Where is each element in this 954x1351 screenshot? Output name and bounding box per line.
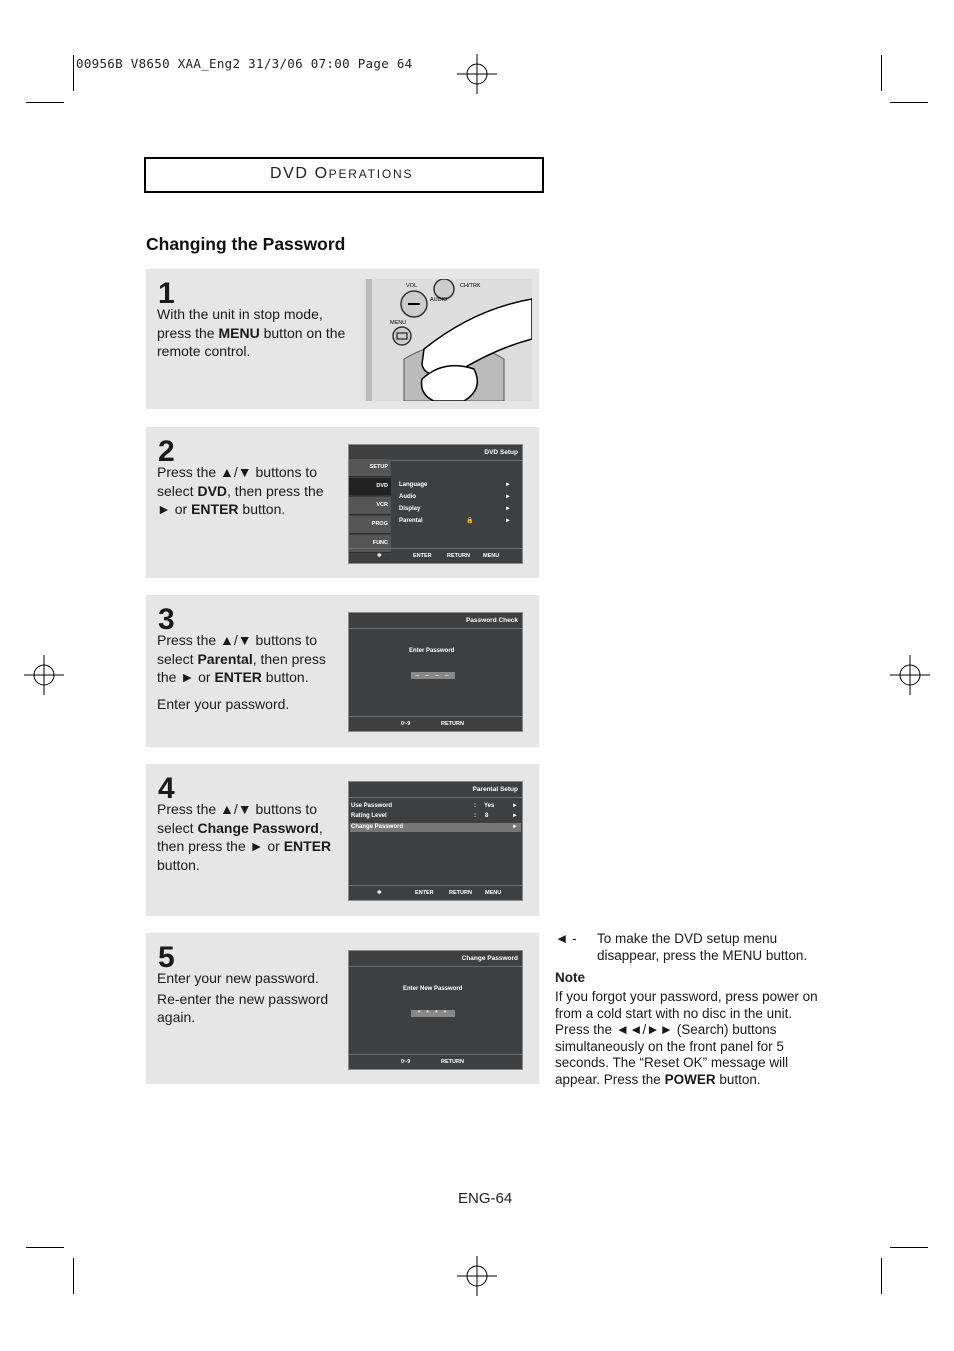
new-password-field: * * * * xyxy=(411,1010,455,1017)
step-text: Press the ▲/▼ buttons to select Parental, then press the ► or ENTER button. Enter your password. xyxy=(157,632,326,712)
arrow-right-icon: ► xyxy=(512,803,518,809)
note-title: Note xyxy=(555,970,585,985)
registration-mark-icon xyxy=(457,1256,497,1296)
osd-tab-vcr: VCR xyxy=(349,497,391,515)
section-title: DVD OPERATIONS xyxy=(270,165,414,182)
step-number: 1 xyxy=(158,277,175,310)
crop-mark xyxy=(26,1247,64,1248)
page-number: ENG-64 xyxy=(458,1190,513,1207)
move-icon: ✥ xyxy=(377,890,382,896)
step-text: Press the ▲/▼ buttons to select DVD, then press the ► or ENTER button. xyxy=(157,464,324,517)
step-number: 2 xyxy=(158,435,175,468)
note-body: If you forgot your password, press power on from a cold start with no disc in the unit. Press the ◄◄/►► (Search) buttons simultaneously on the front panel for 5 seconds. The “Reset OK” message will appear. Press the POWER button. xyxy=(555,989,818,1087)
print-slug: 00956B V8650 XAA_Eng2 31/3/06 07:00 Page 64 xyxy=(76,56,413,71)
osd-dvd-setup: DVD Setup SETUP DVD VCR PROG FUNC Language Audio Display Parental ► ► ► ► 🔒 ✥ ENTER RETURN MENU xyxy=(348,444,523,564)
lock-icon: 🔒 xyxy=(466,518,474,524)
arrow-right-icon: ► xyxy=(512,813,518,819)
osd-tab-setup: SETUP xyxy=(349,459,391,477)
step-text: Press the ▲/▼ buttons to select Change Password, then press the ► or ENTER button. xyxy=(157,801,332,873)
step-2 xyxy=(146,427,539,578)
osd-tab-prog: PROG xyxy=(349,516,391,534)
crop-mark xyxy=(881,1258,882,1294)
step-number: 5 xyxy=(158,941,175,974)
osd-tab-func: FUNC xyxy=(349,535,391,553)
osd-menu-item: Audio xyxy=(399,494,416,500)
step-1 xyxy=(146,269,539,409)
remote-illustration xyxy=(364,279,532,401)
crop-mark xyxy=(881,55,882,91)
osd-menu-item: Display xyxy=(399,506,421,512)
password-field: – – – – xyxy=(411,672,455,679)
crop-mark xyxy=(890,1247,928,1248)
svg-text:AUDIO: AUDIO xyxy=(430,297,448,303)
step-5 xyxy=(146,933,539,1084)
svg-text:MENU: MENU xyxy=(390,320,407,326)
crop-mark xyxy=(26,102,64,103)
arrow-right-icon: ► xyxy=(505,494,511,500)
arrow-right-icon: ► xyxy=(505,482,511,488)
crop-mark xyxy=(73,1258,74,1294)
step-text: With the unit in stop mode, press the MENU button on the remote control. xyxy=(157,306,346,359)
registration-mark-icon xyxy=(24,655,64,695)
arrow-right-icon: ► xyxy=(512,824,518,830)
step-number: 3 xyxy=(158,603,175,636)
step-4 xyxy=(146,764,539,916)
svg-text:VOL: VOL xyxy=(406,283,418,289)
osd-menu-item: Language xyxy=(399,482,428,488)
section-header xyxy=(144,157,544,193)
registration-mark-icon xyxy=(890,655,930,695)
svg-text:CH/TRK: CH/TRK xyxy=(460,283,481,289)
osd-tab-dvd: DVD xyxy=(349,478,391,496)
osd-parental-setup: Parental Setup Use Password : Yes ► Rating Level : 8 ► Change Password ► ✥ ENTER RETURN MENU xyxy=(348,781,523,901)
arrow-right-icon: ► xyxy=(505,518,511,524)
step-3 xyxy=(146,595,539,747)
arrow-right-icon: ► xyxy=(505,506,511,512)
page-title: Changing the Password xyxy=(146,234,346,254)
step-text: Enter your new password. Re-enter the new password again. xyxy=(157,970,329,1025)
step-number: 4 xyxy=(158,772,175,805)
osd-change-password: Change Password Enter New Password * * * * 0~9 RETURN xyxy=(348,950,523,1070)
move-icon: ✥ xyxy=(377,553,382,559)
side-note: ◄ - To make the DVD setup menu disappear, press the MENU button. xyxy=(555,931,808,963)
crop-mark xyxy=(73,55,74,91)
osd-menu-item: Parental xyxy=(399,518,423,524)
registration-mark-icon xyxy=(457,54,497,94)
crop-mark xyxy=(890,102,928,103)
osd-password-check: Password Check Enter Password – – – – 0~9 RETURN xyxy=(348,612,523,732)
